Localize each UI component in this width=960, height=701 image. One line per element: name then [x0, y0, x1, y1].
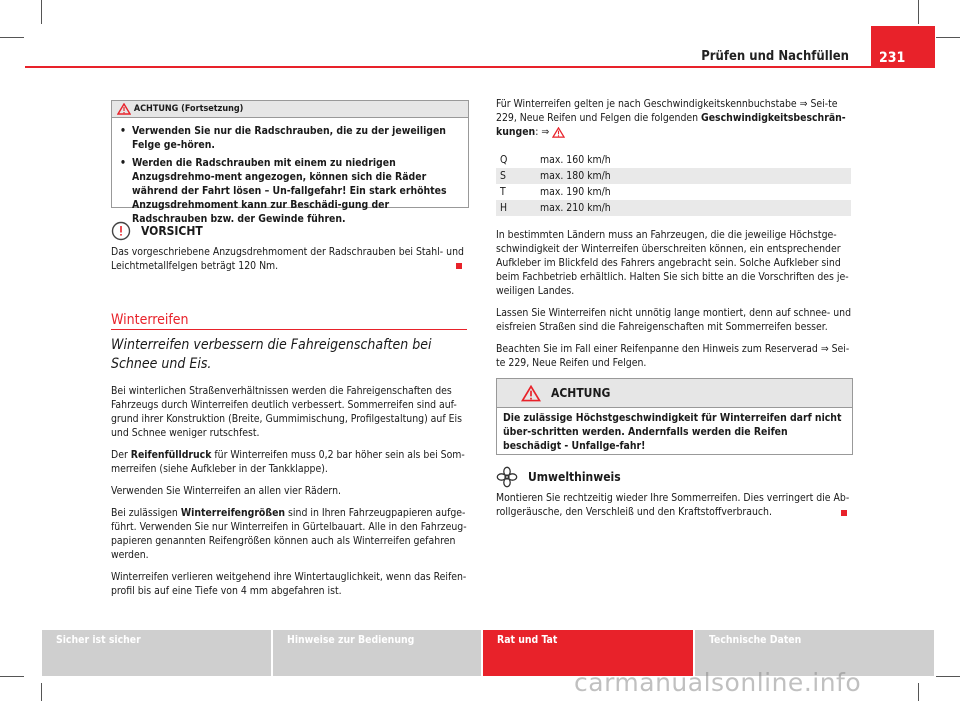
speed-limit: max. 180 km/h — [540, 170, 611, 182]
bold-term: Reifenfülldruck — [130, 449, 212, 461]
warning-continued-box — [111, 100, 469, 225]
crop-mark — [936, 676, 960, 677]
right-body — [496, 228, 852, 378]
warning-header — [497, 379, 852, 408]
table-row — [496, 184, 851, 200]
footer-tab-rat-und-tat[interactable]: Rat und Tat — [483, 630, 693, 676]
paragraph: Bei winterlichen Straßenverhältnissen werden die Fahreigenschaften des Fahrzeugs durch Winterreifen deutlich verbessert. Sommerreifen sind auf-grund ihrer Konstruktion (Breite, Gummimischung, Profilgestaltung) auf Eis und Schnee weniger rutschfest. — [111, 385, 462, 439]
bullet: • — [120, 157, 126, 169]
speed-code: H — [500, 202, 508, 214]
warning-title: ACHTUNG — [551, 386, 611, 400]
environment-text: Montieren Sie rechtzeitig wieder Ihre Sommerreifen. Dies verringert die Ab-rollgeräusche, den Verschleiß und den Kraftstoffverbrauch. — [496, 492, 850, 518]
section-end-marker — [456, 263, 462, 269]
speed-limit: max. 190 km/h — [540, 186, 611, 198]
paragraph — [111, 448, 467, 476]
table-row — [496, 152, 851, 168]
warning-bullet-2: Werden die Radschrauben mit einem zu niedrigen Anzugsdrehmo-ment angezogen, können sich die Räder während der Fahrt lösen – Un-fallgefahr! Ein stark erhöhtes Anzugsdrehmoment kann zur Beschädi-gung der Radschrauben bzw. der Gewinde führen. — [132, 157, 447, 225]
warning-continued-title: ACHTUNG (Fortsetzung) — [133, 104, 244, 114]
speed-code: T — [500, 186, 506, 198]
bold-term: Winterreifengrößen — [180, 507, 286, 519]
section-end-marker — [841, 510, 847, 516]
warning-triangle-icon — [552, 127, 565, 138]
paragraph: Winterreifen verlieren weitgehend ihre Wintertauglichkeit, wenn das Reifen-profil bis auf eine Tiefe von 4 mm abgefahren ist. — [111, 571, 467, 597]
warning-triangle-icon — [521, 385, 541, 402]
text-run: Für Winterreifen gelten je nach Geschwindigkeitskennbuchstabe ⇒ Sei-te 229, Neue Reifen und Felgen die folgenden — [496, 98, 838, 124]
crop-mark — [936, 37, 960, 38]
crop-mark — [918, 683, 919, 701]
page-number: 231 — [871, 26, 935, 66]
speed-limit: max. 160 km/h — [540, 154, 611, 166]
environment-title: Umwelthinweis — [528, 470, 621, 484]
text-run: Der — [111, 449, 131, 461]
text-run: für Winterreifen muss 0,2 bar höher sein als bei Som-merreifen (siehe Aufkleber in der Tankklappe). — [111, 449, 465, 475]
caution-text: Das vorgeschriebene Anzugsdrehmoment der Radschrauben bei Stahl- und Leichtmetallfelgen beträgt 120 Nm. — [111, 246, 464, 272]
paragraph: Lassen Sie Winterreifen nicht unnötig lange montiert, denn auf schnee- und eisfreien Straßen sind die Fahreigenschaften mit Sommerreifen besser. — [496, 307, 852, 333]
crop-mark — [0, 37, 24, 38]
paragraph: Beachten Sie im Fall einer Reifenpanne den Hinweis zum Reserverad ⇒ Sei-te 229, Neue Reifen und Felgen. — [496, 343, 850, 369]
speed-limit: max. 210 km/h — [540, 202, 611, 214]
warning-bullet-1: Verwenden Sie nur die Radschrauben, die zu der jeweiligen Felge ge-hören. — [132, 125, 446, 151]
table-row — [496, 168, 851, 184]
caution-block — [111, 220, 467, 273]
text-run: : ⇒ — [535, 126, 550, 138]
speed-code: Q — [500, 154, 508, 166]
table-row — [496, 200, 851, 216]
exclamation-circle-icon — [111, 221, 131, 241]
section-subtitle: Winterreifen verbessern die Fahreigenschaften bei Schnee und Eis. — [111, 337, 432, 372]
bullet: • — [120, 125, 126, 137]
warning-text: Die zulässige Höchstgeschwindigkeit für Winterreifen darf nicht über-schritten werden. Andernfalls werden die Reifen beschädigt - Unfallge-fahr! — [503, 412, 842, 452]
footer-tab-hinweise[interactable]: Hinweise zur Bedienung — [273, 630, 481, 676]
crop-mark — [41, 0, 42, 24]
right-intro — [496, 97, 852, 139]
crop-mark — [918, 0, 919, 24]
footer-tab-sicher[interactable]: Sicher ist sicher — [42, 630, 271, 676]
speed-code: S — [500, 170, 506, 182]
paragraph: In bestimmten Ländern muss an Fahrzeugen, die die jeweilige Höchstge-schwindigkeit der Winterreifen überschreiten können, ein entsprechender Aufkleber im Blickfeld des Fahrers angebracht sein. Solche Aufkleber sind beim Fachbetrieb erhältlich. Halten Sie sich bitte an die Vorschriften des je-weiligen Landes. — [496, 229, 849, 297]
caution-title: VORSICHT — [141, 224, 203, 238]
paragraph — [111, 506, 467, 562]
crop-mark — [0, 676, 24, 677]
section-rule — [111, 329, 467, 330]
bold-term: Geschwindigkeitsbeschrän-kungen — [496, 112, 846, 138]
text-run: Bei zulässigen — [111, 507, 181, 519]
watermark: carmanualsonline.info — [574, 668, 862, 697]
paragraph: Verwenden Sie Winterreifen an allen vier Rädern. — [111, 485, 341, 497]
environment-note — [496, 466, 852, 519]
text-run: sind in Ihren Fahrzeugpapieren aufge-führt. Verwenden Sie nur Winterreifen in Gürtelbauart. Alle in den Fahrzeug-papieren genannten Reifengrößen können auch als Winterreifen gefahren werden. — [111, 507, 467, 561]
crop-mark — [41, 683, 42, 701]
page-title: Prüfen und Nachfüllen — [701, 49, 849, 64]
flower-icon — [496, 466, 518, 488]
left-body — [111, 384, 467, 606]
footer-tab-technische-daten[interactable]: Technische Daten — [695, 630, 934, 676]
warning-triangle-icon — [117, 103, 131, 115]
section-title: Winterreifen — [111, 312, 189, 328]
warning-box — [496, 378, 853, 455]
header-rule — [25, 66, 935, 68]
warning-continued-header — [112, 101, 468, 118]
